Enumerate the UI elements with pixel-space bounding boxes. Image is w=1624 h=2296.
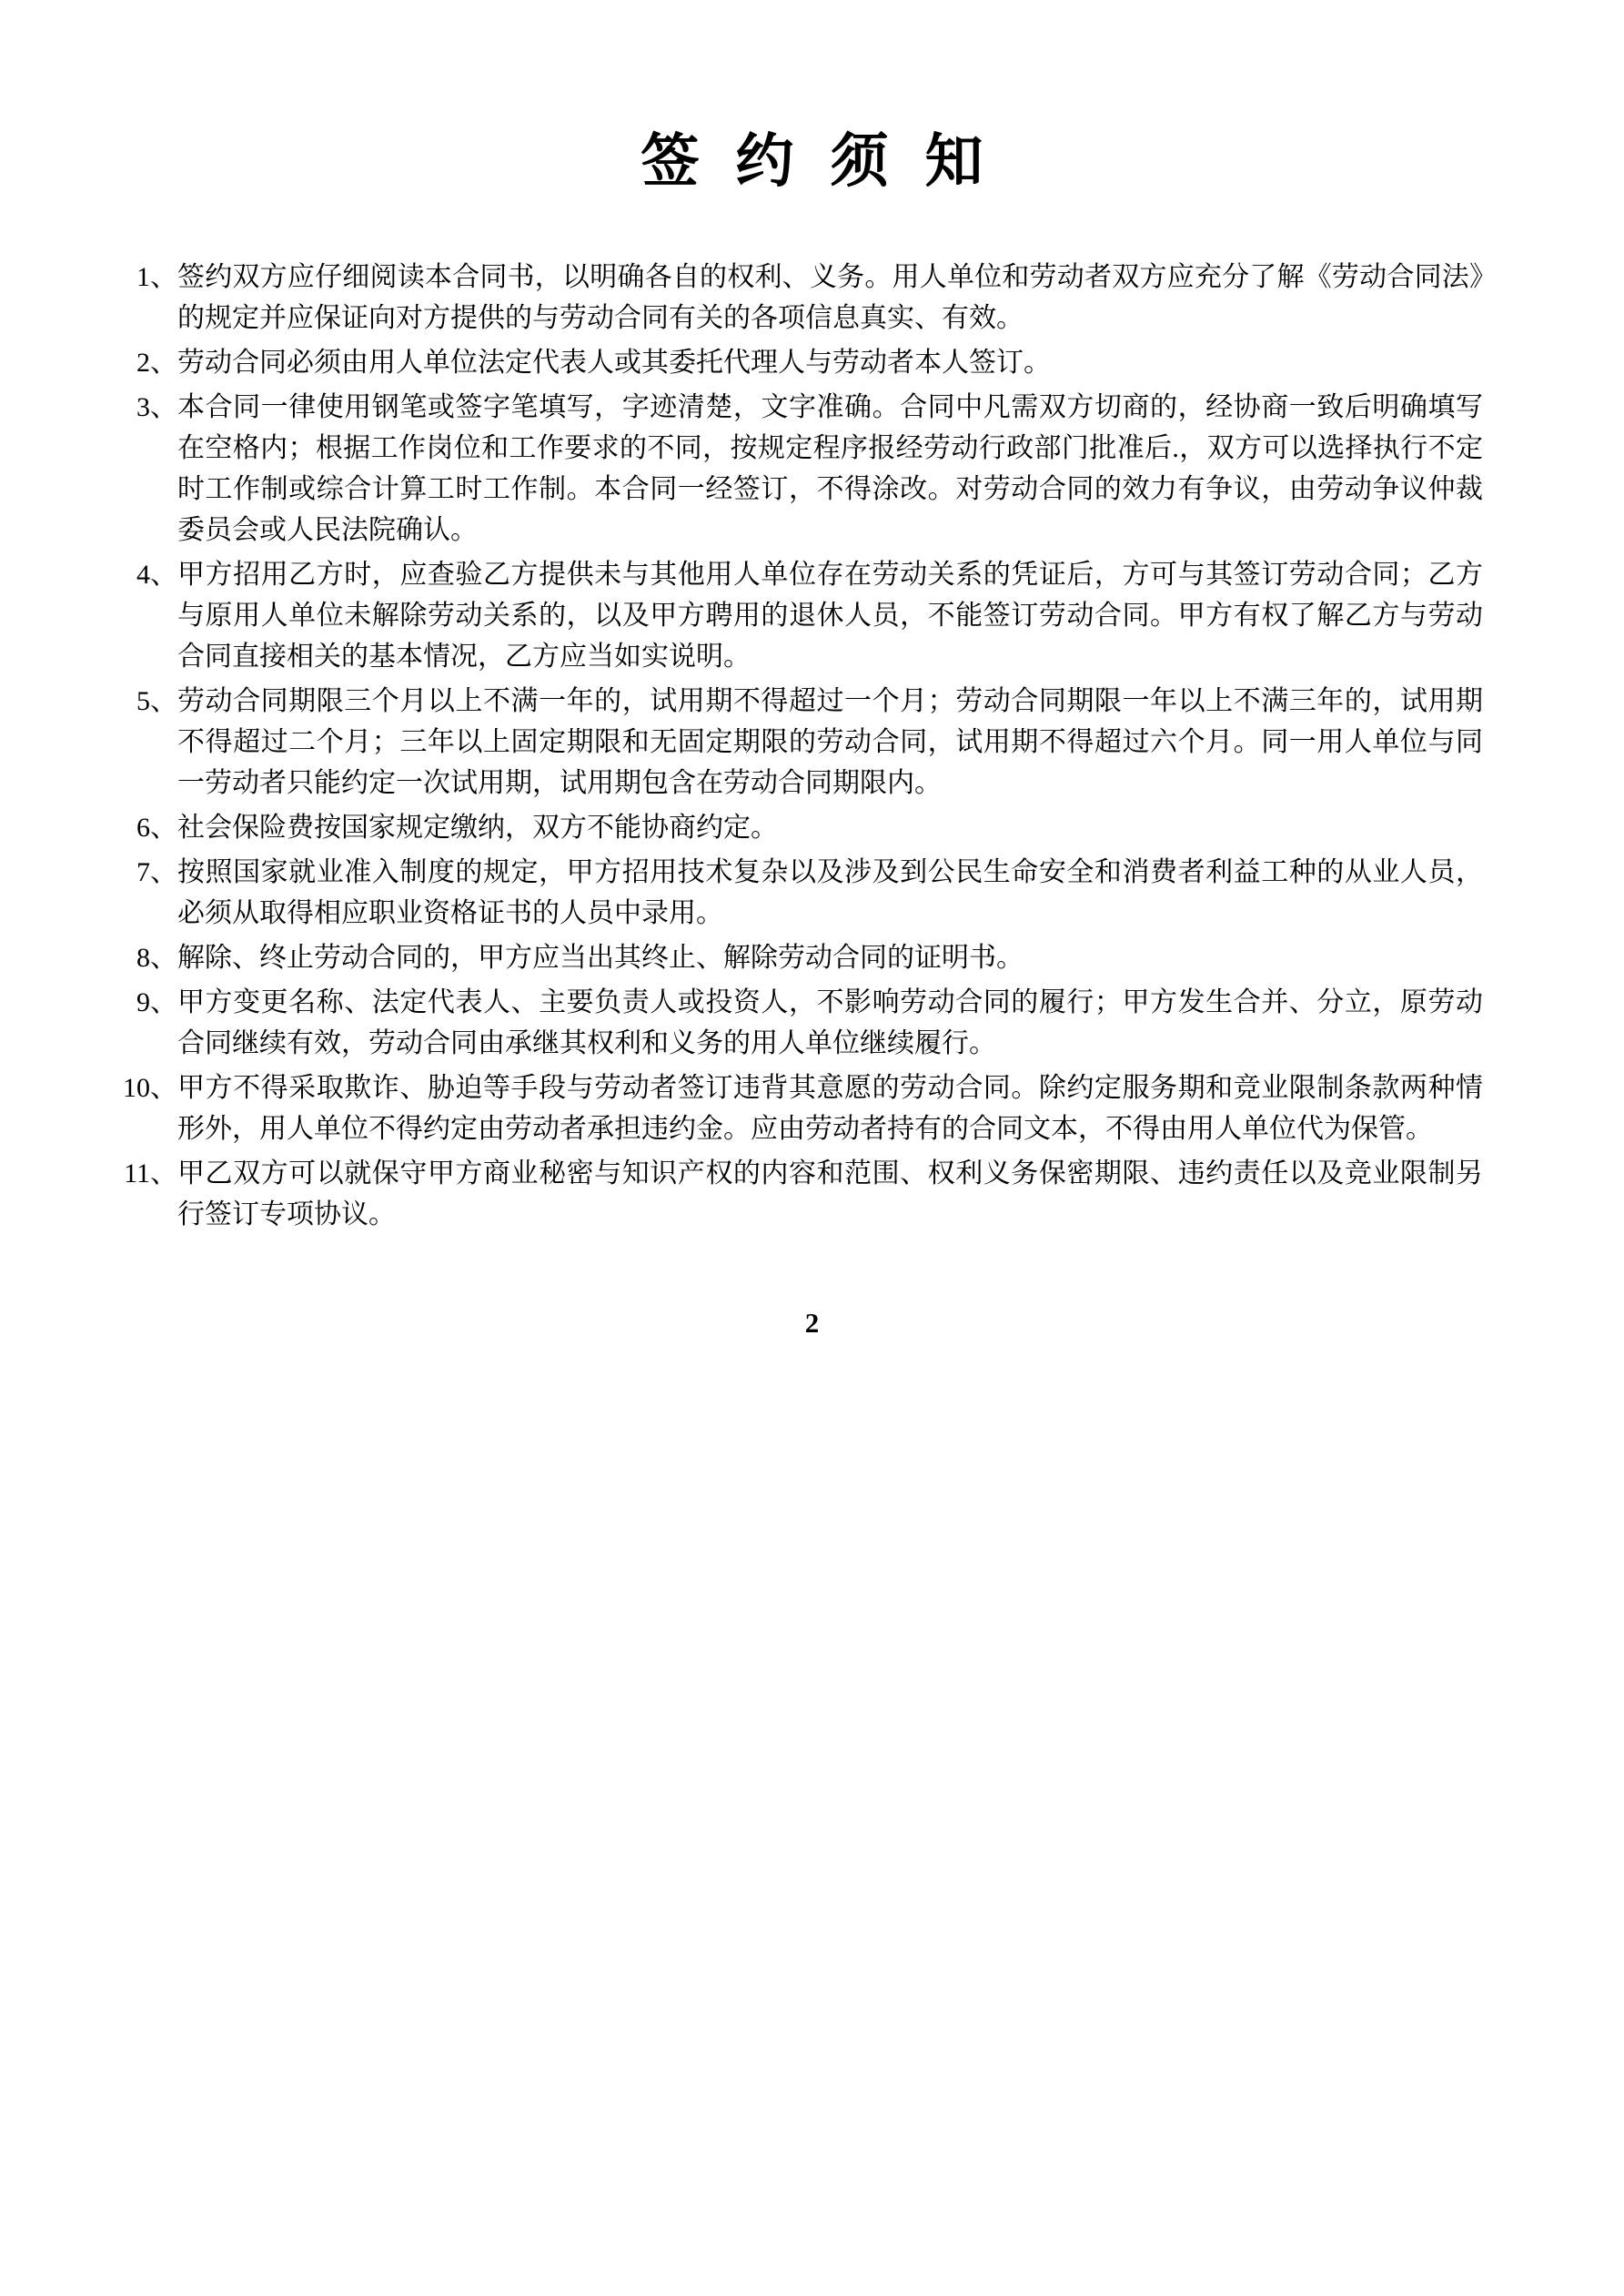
item-number: 6、: [136, 813, 177, 843]
item-text: 按照国家就业准入制度的规定，甲方招用技术复杂以及涉及到公民生命安全和消费者利益工种的从业人员，必须从取得相应职业资格证书的人员中录用。: [177, 857, 1483, 928]
item-text: 劳动合同期限三个月以上不满一年的，试用期不得超过一个月；劳动合同期限一年以上不满三年的，试用期不得超过二个月；三年以上固定期限和无固定期限的劳动合同，试用期不得超过六个月。同一用人单位与同一劳动者只能约定一次试用期，试用期包含在劳动合同期限内。: [177, 686, 1483, 798]
item-text: 解除、终止劳动合同的，甲方应当出其终止、解除劳动合同的证明书。: [177, 943, 1024, 973]
list-item: [112, 681, 1483, 804]
list-item: [112, 1067, 1483, 1149]
list-item: [112, 342, 1483, 383]
item-text: 甲方不得采取欺诈、胁迫等手段与劳动者签订违背其意愿的劳动合同。除约定服务期和竞业限制条款两种情形外，用人单位不得约定由劳动者承担违约金。应由劳动者持有的合同文本，不得由用人单位代为保管。: [177, 1073, 1483, 1144]
item-text: 甲乙双方可以就保守甲方商业秘密与知识产权的内容和范围、权利义务保密期限、违约责任以及竞业限制另行签订专项协议。: [177, 1158, 1483, 1229]
item-text: 甲方招用乙方时，应查验乙方提供未与其他用人单位存在劳动关系的凭证后，方可与其签订劳动合同；乙方与原用人单位未解除劳动关系的，以及甲方聘用的退休人员，不能签订劳动合同。甲方有权了解乙方与劳动合同直接相关的基本情况，乙方应当如实说明。: [177, 560, 1483, 672]
list-item: [112, 982, 1483, 1064]
item-number: 5、: [136, 686, 177, 716]
item-text: 甲方变更名称、法定代表人、主要负责人或投资人，不影响劳动合同的履行；甲方发生合并、分立，原劳动合同继续有效，劳动合同由承继其权利和义务的用人单位继续履行。: [177, 987, 1483, 1058]
item-number: 11、: [124, 1158, 177, 1188]
item-text: 本合同一律使用钢笔或签字笔填写，字迹清楚，文字准确。合同中凡需双方切商的，经协商一致后明确填写在空格内；根据工作岗位和工作要求的不同，按规定程序报经劳动行政部门批准后.，双方可以选择执行不定时工作制或综合计算工时工作制。本合同一经签订，不得涂改。对劳动合同的效力有争议，由劳动争议仲裁委员会或人民法院确认。: [177, 392, 1483, 545]
list-item: [112, 387, 1483, 551]
item-number: 10、: [123, 1073, 177, 1103]
list-item: [112, 554, 1483, 677]
notice-list: [112, 257, 1483, 1235]
item-number: 4、: [136, 560, 177, 590]
item-text: 劳动合同必须由用人单位法定代表人或其委托代理人与劳动者本人签订。: [177, 348, 1051, 378]
list-item: [112, 1153, 1483, 1235]
page-title: 签 约 须 知: [641, 129, 994, 194]
item-number: 9、: [136, 987, 177, 1017]
list-item: [112, 937, 1483, 978]
item-number: 2、: [136, 348, 177, 378]
item-number: 8、: [136, 943, 177, 973]
item-text: 签约双方应仔细阅读本合同书，以明确各自的权利、义务。用人单位和劳动者双方应充分了解《劳动合同法》的规定并应保证向对方提供的与劳动合同有关的各项信息真实、有效。: [177, 262, 1483, 333]
item-number: 1、: [136, 262, 177, 292]
item-number: 3、: [136, 392, 177, 422]
item-number: 7、: [136, 857, 177, 887]
list-item: [112, 257, 1483, 339]
list-item: [112, 807, 1483, 848]
page-number: 2: [804, 1307, 820, 1339]
list-item: [112, 852, 1483, 934]
item-text: 社会保险费按国家规定缴纳，双方不能协商约定。: [177, 813, 778, 843]
